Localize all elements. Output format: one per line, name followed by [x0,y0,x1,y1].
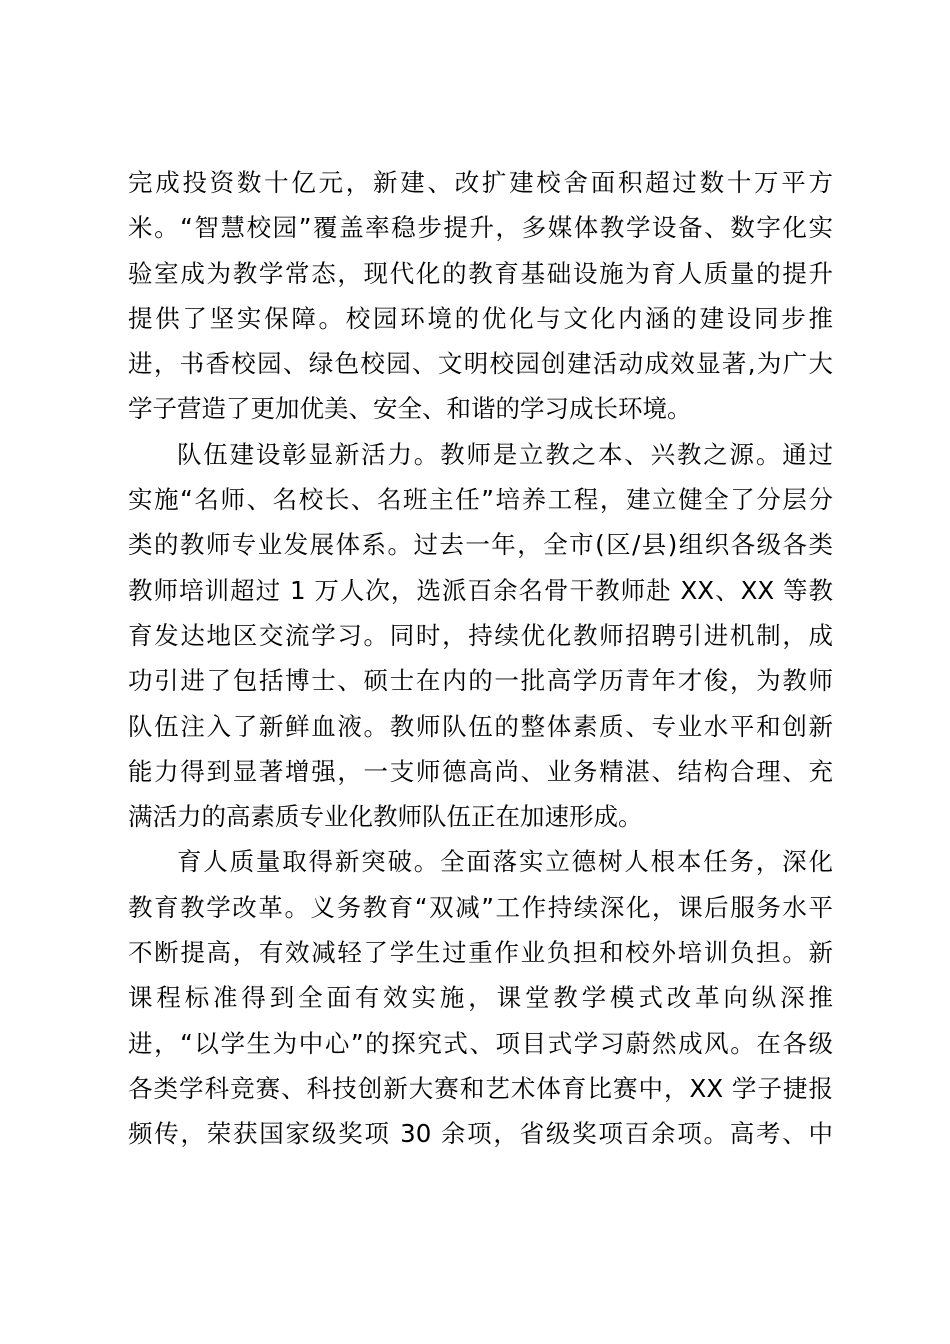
text-line: 米。“智慧校园”覆盖率稳步提升，多媒体教学设备、数字化实 [128,213,833,243]
text-line: 教师培训超过 1 万人次，选派百余名骨干教师赴 XX、XX 等教 [128,575,833,605]
text-line: 进，书香校园、绿色校园、文明校园创建活动成效显著,为广大 [128,349,833,379]
text-line: 提供了坚实保障。校园环境的优化与文化内涵的建设同步推 [128,303,833,333]
text-line: 进，“以学生为中心”的探究式、项目式学习蔚然成风。在各级 [128,1028,833,1058]
text-line: 不断提高，有效减轻了学生过重作业负担和校外培训负担。新 [128,938,833,968]
text-line: 育发达地区交流学习。同时，持续优化教师招聘引进机制，成 [128,620,833,650]
text-line: 完成投资数十亿元，新建、改扩建校舍面积超过数十万平方 [128,168,833,197]
text-line: 育人质量取得新突破。全面落实立德树人根本任务，深化 [177,847,833,877]
text-line: 验室成为教学常态，现代化的教育基础设施为育人质量的提升 [128,258,833,288]
text-line: 各类学科竞赛、科技创新大赛和艺术体育比赛中，XX 学子捷报 [128,1073,833,1103]
text-line: 队伍建设彰显新活力。教师是立教之本、兴教之源。通过 [177,439,833,469]
text-line: 课程标准得到全面有效实施，课堂教学模式改革向纵深推 [128,983,833,1013]
text-line: 队伍注入了新鲜血液。教师队伍的整体素质、专业水平和创新 [128,711,833,741]
text-line: 频传，荣获国家级奖项 30 余项，省级奖项百余项。高考、中 [128,1119,833,1149]
text-line: 能力得到显著增强，一支师德高尚、业务精湛、结构合理、充 [128,756,833,786]
text-line: 类的教师专业发展体系。过去一年，全市(区/县)组织各级各类 [128,530,833,560]
text-line: 学子营造了更加优美、安全、和谐的学习成长环境。 [128,394,692,424]
body-text [128,160,833,1157]
text-line: 教育教学改革。义务教育“双减”工作持续深化，课后服务水平 [128,892,833,922]
text-line: 功引进了包括博士、硕士在内的一批高学历青年才俊，为教师 [128,666,833,696]
text-line: 实施“名师、名校长、名班主任”培养工程，建立健全了分层分 [128,485,833,515]
text-line: 满活力的高素质专业化教师队伍正在加速形成。 [128,802,643,832]
